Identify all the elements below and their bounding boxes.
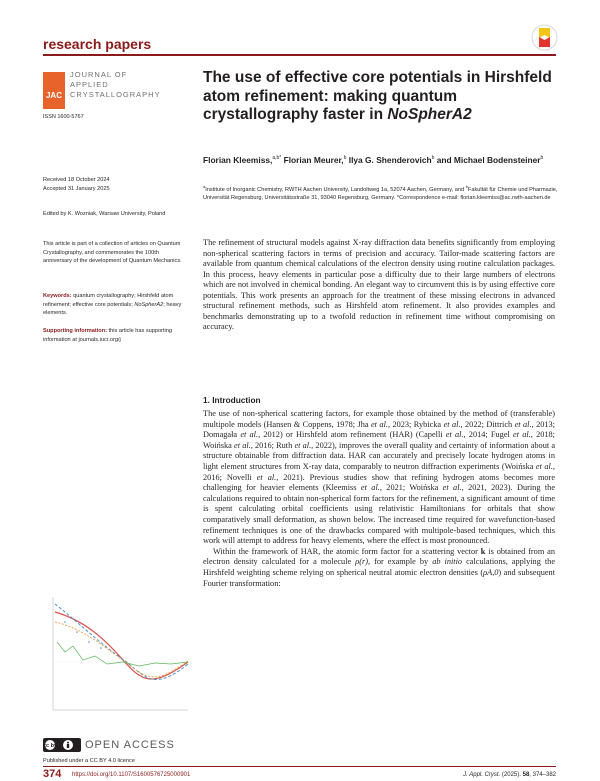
author: Ilya G. Shenderovich [346,154,432,165]
body-text [203,409,555,589]
abstract: The refinement of structural models against X-ray diffraction data benefits significantly from employing non-spherical scattering factors in terms of precision and accuracy. Tailor-made scattering factors are available from quantum chemical calculations of the electron density using routine calculation packages. In this process, heavy elements in particular pose a difficulty due to their large numbers of electrons which are not involved in chemical bonding. An elegant way to circumvent this is by using effective core potentials. This work presents an approach for the treatment of these missing electrons in advanced structural refinement methods, such as Hirshfeld atom refinement. It also provides examples and benchmarks demonstrating up to a twofold reduction in refinement time without compromising on accuracy. [203,238,555,331]
paper-title [203,69,568,125]
supporting-info [43,327,185,344]
received-date: Received 18 October 2024 [43,177,110,183]
keywords-software: NoSpherA2 [134,301,164,308]
section-heading: 1. Introduction [203,395,261,405]
paragraph: The use of non-spherical scattering factors, for example those obtained by the method of (transferable) multipole models (Hansen & Coppens, 1978; Jha et al., 2023; Rybicka et al., 2022; Dittrich et al., 2013; Domagała et al., 2012) or Hirshfeld atom refinement (HAR) (Capelli et al., 2014; Fugel et al., 2018; Woińska et al., 2016; Ruth et al., 2022), improves the overall quality and certainty of information about a structure obtainable from diffraction data. HAR can accurately and precisely locate hydrogen atoms in light element structures from X-ray data, comparably to neutron diffraction experiments (Woińska et al., 2016; Novelli et al., 2021). Previous studies show that refining hydrogen atoms becomes more challenging for heavier elements (Kleemiss et al., 2021; Woińska et al., 2021, 2023). During the calculations required to obtain non-spherical form factors for the refinement, a significant amount of time is spent calculating orbital coefficients using relativistic Hamiltonians for orbitals that show comparatively small deformation, as shown below. The increased time required for wavefunction-based refinement techniques is one of the drawbacks compared with multipole-based techniques, which this work will attempt to address for heavy elements, where the effect is most pronounced. [203,409,556,546]
cc-label: cc by [43,743,58,750]
author-sup: b [540,155,544,161]
keywords [43,292,185,318]
issn: ISSN 1600-5767 [43,114,84,120]
footer-rule [43,766,556,767]
crossmark-icon[interactable] [531,24,558,51]
editor-note: Edited by K. Wozniak, Warsaw University, Poland [43,211,166,217]
author-sup: b [431,155,435,161]
affil-text: Institute of Inorganic Chemistry, RWTH Aachen University, Landoltweg 1a, 52074 Aachen, Germany, and [205,186,466,193]
keywords-label: Keywords: [43,293,72,299]
accepted-date: Accepted 31 January 2025 [43,185,110,192]
paragraph: Within the framework of HAR, the atomic form factor for a scattering vector k is obtained from an electron density calculated for a molecule ρ(r), for example by ab initio calculations, applying the Hirshfeld weighting scheme relying on spherical neutral atomic electron densities (ρA,0) and subsequent Fourier transformation: [203,546,556,588]
article-dates [43,176,188,193]
journal-name-line: APPLIED [70,80,109,89]
cc-by-license-icon[interactable] [43,738,81,752]
affil-sup: b [465,184,468,189]
author: and Michael Bodensteiner [434,154,541,165]
author-sup: a,b* [272,155,282,161]
author-sup: b [343,155,347,161]
journal-logo-icon [43,72,65,109]
citation-year: (2025). [500,772,523,778]
open-access-logo [85,733,175,755]
header-rule [43,54,556,56]
citation [463,772,556,778]
supporting-text[interactable]: this article has supporting information at journals.iucr.org/j [43,328,172,343]
affil-sup: a [203,184,206,189]
doi-link[interactable]: https://doi.org/10.1107/S1600576725000901 [72,772,191,778]
open-access-lock-icon [85,733,175,755]
citation-volume: 58 [522,772,530,778]
journal-name-line: JOURNAL OF [70,70,128,79]
oa-text-open: OPEN ACCESS [85,739,175,751]
keywords-text: quantum crystallography; Hirshfeld atom refinement; effective core potentials; [43,293,174,308]
journal-name-line: CRYSTALLOGRAPHY [70,90,161,99]
license-text: Published under a CC BY 4.0 licence [43,758,135,764]
supporting-label: Supporting information: [43,328,108,334]
graphical-abstract-figure [43,592,191,717]
author-list [203,152,563,166]
title-italic: NoSpherA2 [387,106,472,123]
author: Florian Kleemiss, [203,154,273,165]
section-label: research papers [43,36,152,52]
title-main: The use of effective core potentials in Hirshfeld atom refinement: making quantum crystallography faster in [203,69,552,123]
affil-text: Fakultät für Chemie und Pharmazie, Universität Regensburg, Universitätsstraße 31, 93040 Regensburg, Germany. *Correspondence e-mail: florian.kleemiss@ac.rwth-aachen.de [203,186,558,202]
page-number: 374 [43,768,62,780]
svg-text:JAC: JAC [45,91,63,100]
citation-pages: , 374–382 [529,772,556,778]
keywords-text-end: ; heavy elements. [43,301,182,316]
affiliations [203,183,563,203]
collection-note: This article is part of a collection of articles on Quantum Crystallography, and commemorates the 100th anniversary of the development of Quantum Mechanics. [43,241,182,264]
author: Florian Meurer, [281,154,344,165]
citation-journal: J. Appl. Cryst. [463,772,501,778]
journal-name [70,70,161,100]
